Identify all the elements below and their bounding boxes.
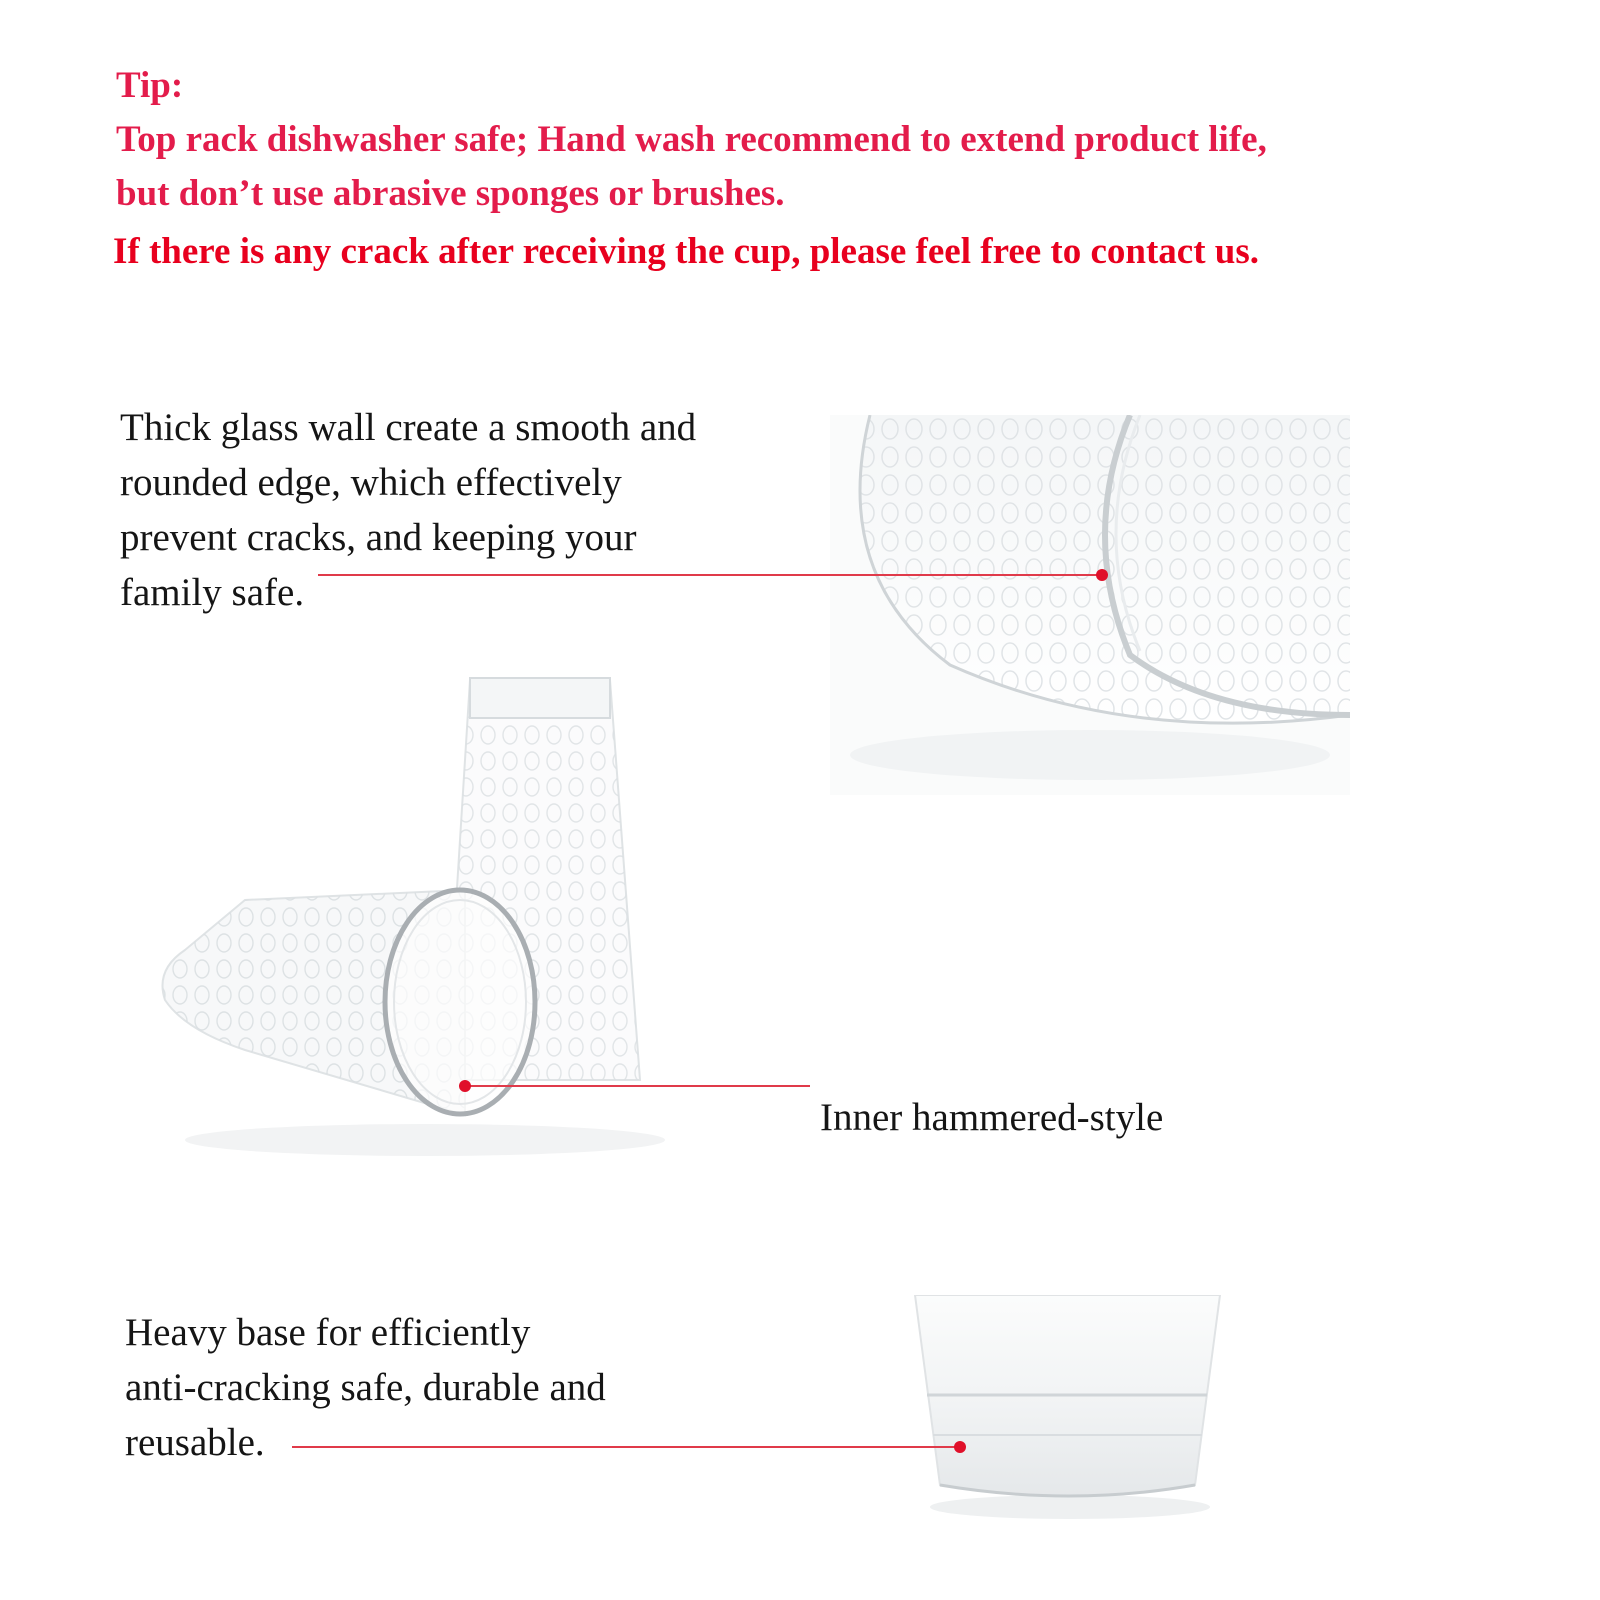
tip-heading: Tip: [116, 65, 184, 106]
feature-hammered-line: Inner hammered-style [820, 1096, 1164, 1139]
hammered-leader-line [465, 1085, 810, 1087]
feature-base-line: anti-cracking safe, durable and [125, 1366, 606, 1409]
base-leader-line [292, 1446, 960, 1448]
feature-rim-line: Thick glass wall create a smooth and [120, 406, 697, 449]
hammered-callout-dot [459, 1080, 471, 1092]
base-callout-dot [954, 1441, 966, 1453]
tip-contact-line: If there is any crack after receiving the cup, please feel free to contact us. [113, 231, 1260, 272]
rim-callout-dot [1096, 569, 1108, 581]
tip-care-line-2: but don’t use abrasive sponges or brushes. [116, 173, 785, 214]
glass-rim-closeup-photo [830, 415, 1350, 795]
feature-base-line: reusable. [125, 1421, 265, 1464]
feature-rim-description [120, 400, 696, 620]
feature-rim-line: prevent cracks, and keeping your [120, 516, 637, 559]
feature-rim-line: family safe. [120, 571, 305, 614]
feature-rim-line: rounded edge, which effectively [120, 461, 622, 504]
feature-base-line: Heavy base for efficiently [125, 1311, 531, 1354]
tip-care-line-1: Top rack dishwasher safe; Hand wash recommend to extend product life, [116, 119, 1267, 160]
rim-leader-line [318, 574, 1102, 576]
feature-hammered-description [820, 1090, 1163, 1145]
glass-base-photo [905, 1295, 1235, 1525]
